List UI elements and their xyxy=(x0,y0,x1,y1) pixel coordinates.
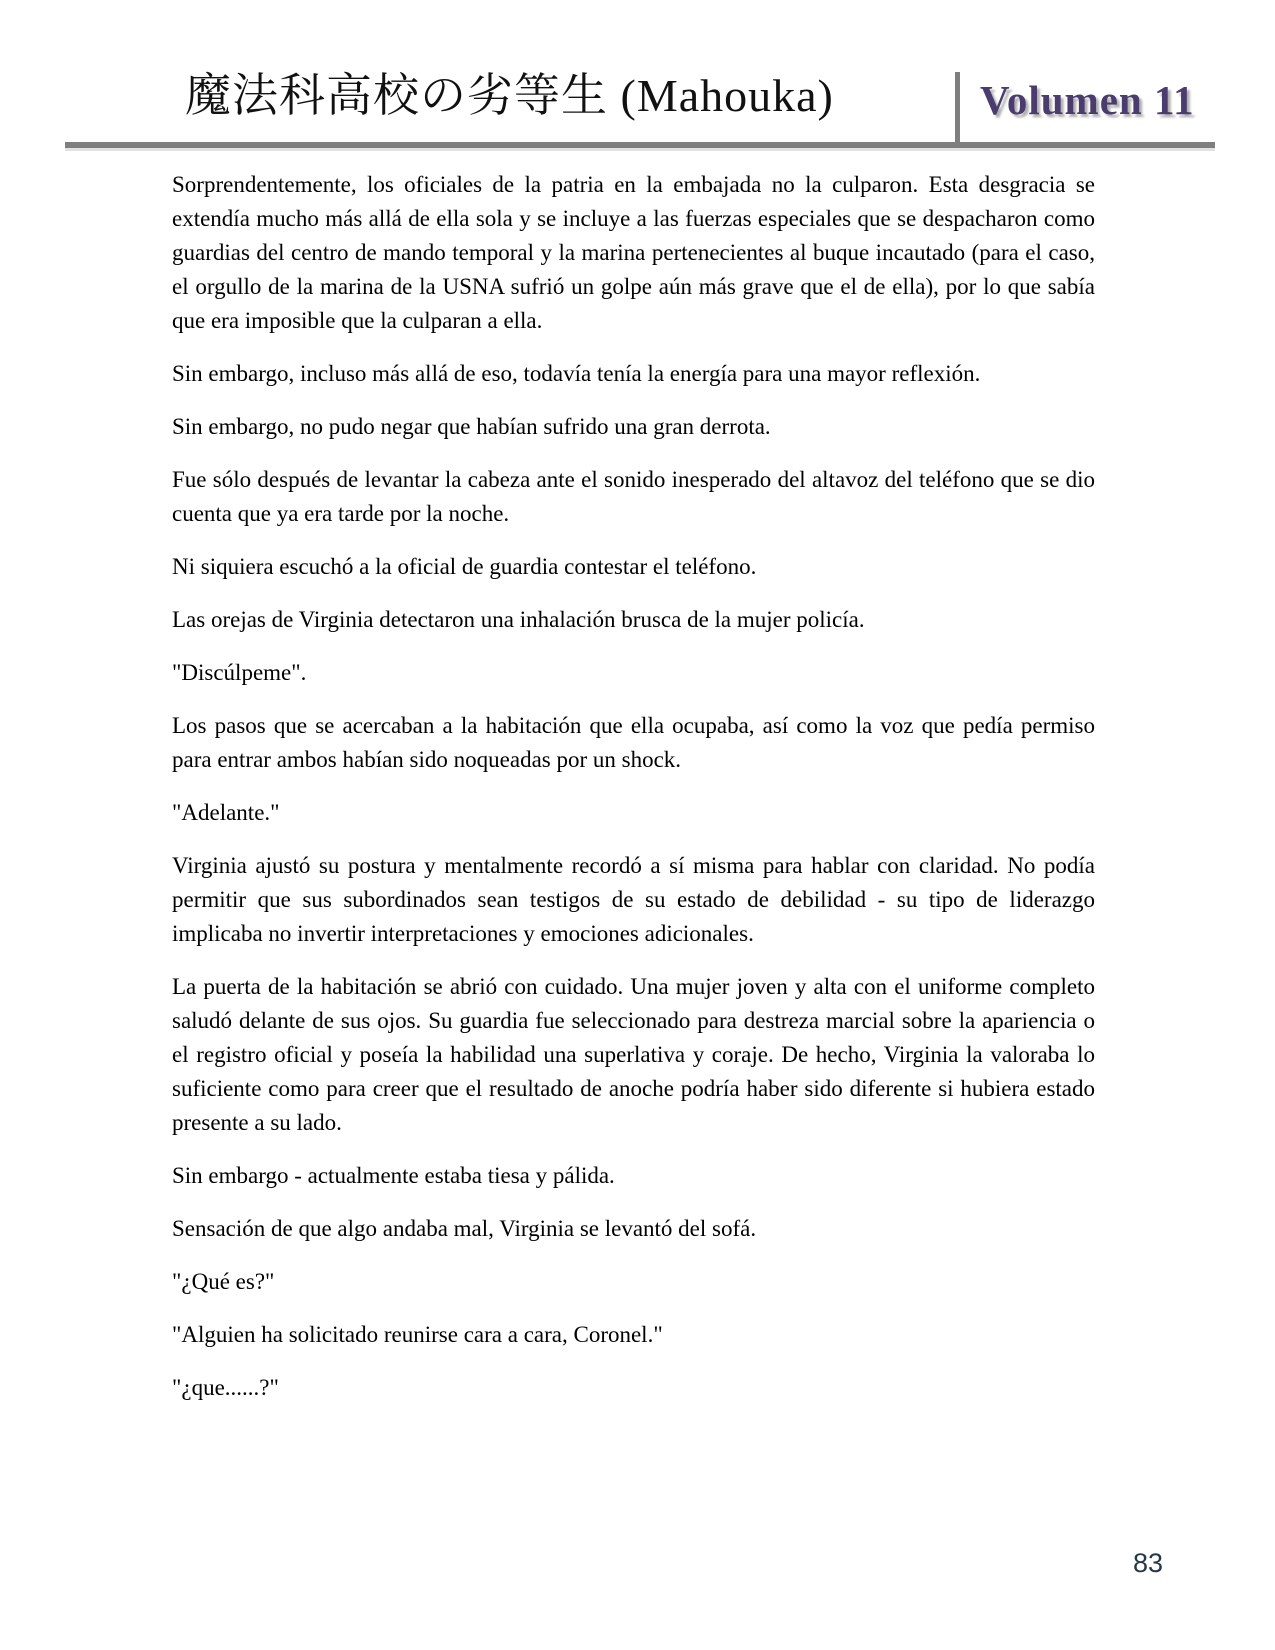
page-number: 83 xyxy=(1132,1548,1163,1578)
volume-label: Volumen 11 xyxy=(980,77,1195,123)
paragraph: Sorprendentemente, los oficiales de la patria en la embajada no la culparon. Esta desgracia se extendía mucho más allá de ella sola y se incluye a las fuerzas especiales que se despacharon como guardias del centro de mando temporal y la marina pertenecientes al buque incautado (para el caso, el orgullo de la marina de la USNA sufrió un golpe aún más grave que el de ella), por lo que sabía que era imposible que la culparan a ella. xyxy=(172,172,1095,333)
paragraph: Sin embargo, incluso más allá de eso, todavía tenía la energía para una mayor reflexión. xyxy=(172,361,981,386)
header-vertical-divider xyxy=(955,72,960,148)
paragraph: "¿que......?" xyxy=(172,1375,279,1400)
paragraph: Ni siquiera escuchó a la oficial de guardia contestar el teléfono. xyxy=(172,554,757,579)
paragraph: Sin embargo - actualmente estaba tiesa y pálida. xyxy=(172,1163,615,1188)
paragraph: La puerta de la habitación se abrió con cuidado. Una mujer joven y alta con el uniforme completo saludó delante de sus ojos. Su guardia fue seleccionado para destreza marcial sobre la apariencia o el registro oficial y poseía la habilidad una superlativa y coraje. De hecho, Virginia la valoraba lo suficiente como para creer que el resultado de anoche podría haber sido diferente si hubiera estado presente a su lado. xyxy=(172,974,1095,1135)
paragraph: "Discúlpeme". xyxy=(172,660,307,685)
header-horizontal-rule xyxy=(65,142,1215,148)
paragraph: Fue sólo después de levantar la cabeza ante el sonido inesperado del altavoz del teléfono que se dio cuenta que ya era tarde por la noche. xyxy=(172,467,1095,526)
paragraph: Virginia ajustó su postura y mentalmente recordó a sí misma para hablar con claridad. No podía permitir que sus subordinados sean testigos de su estado de debilidad - su tipo de liderazgo implicaba no invertir interpretaciones y emociones adicionales. xyxy=(172,853,1095,946)
paragraph: "Alguien ha solicitado reunirse cara a cara, Coronel." xyxy=(172,1322,663,1347)
paragraph: Los pasos que se acercaban a la habitación que ella ocupaba, así como la voz que pedía permiso para entrar ambos habían sido noqueadas por un shock. xyxy=(172,713,1095,772)
paragraph: Sensación de que algo andaba mal, Virginia se levantó del sofá. xyxy=(172,1216,757,1241)
page-title: 魔法科高校の劣等生 (Mahouka) xyxy=(185,70,834,121)
paragraph: Sin embargo, no pudo negar que habían sufrido una gran derrota. xyxy=(172,414,771,439)
body-text xyxy=(172,168,1095,1424)
paragraph: Las orejas de Virginia detectaron una inhalación brusca de la mujer policía. xyxy=(172,607,865,632)
paragraph: "¿Qué es?" xyxy=(172,1269,275,1294)
paragraph: "Adelante." xyxy=(172,800,280,825)
